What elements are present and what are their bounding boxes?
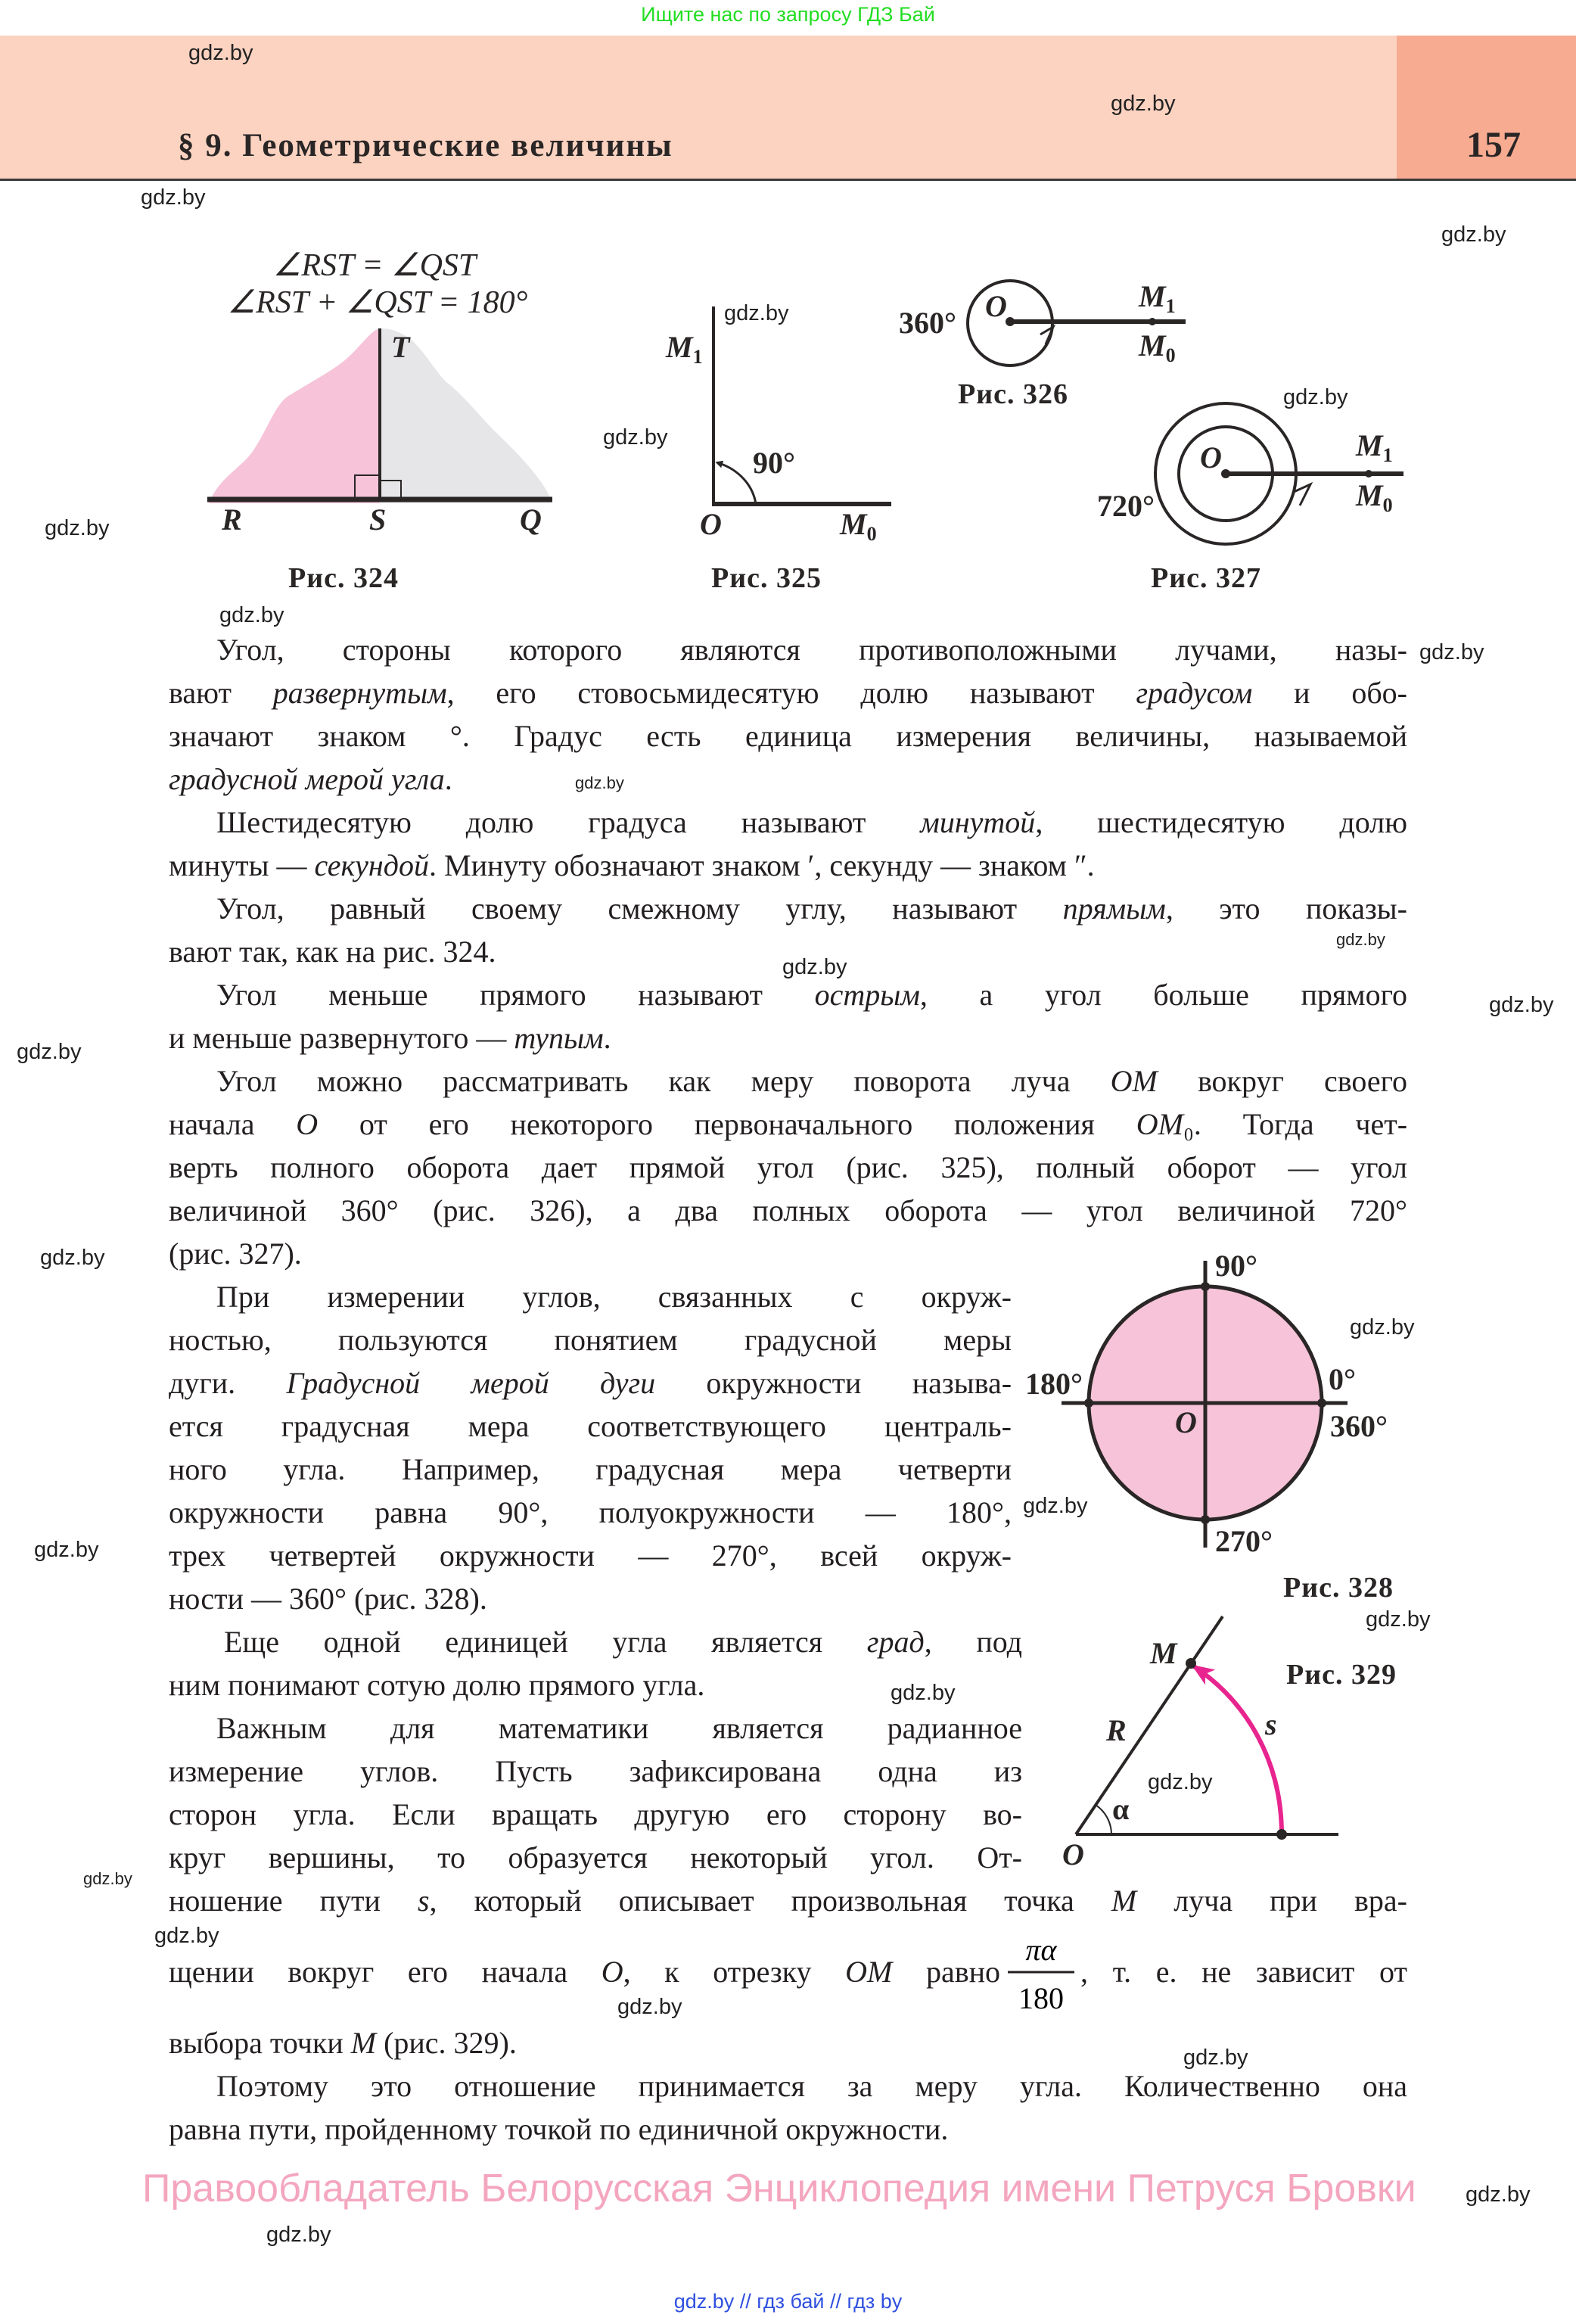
text-line [169, 847, 1407, 885]
figure-329 [1062, 1616, 1397, 1871]
italic-term: M [1111, 1884, 1137, 1918]
fraction-numerator: πα [1025, 1933, 1057, 1967]
text-run: . [603, 1021, 611, 1055]
text-run: луча при вра- [1136, 1884, 1407, 1918]
watermark: gdz.by [1350, 1315, 1415, 1339]
fig328-label-360: 360° [1330, 1409, 1388, 1443]
fig329-ray-OM [1076, 1616, 1223, 1834]
watermark: gdz.by [724, 301, 789, 325]
text-run: величиной 360° (рис. 326), а два полных оборота — угол величиной 720° [169, 1193, 1407, 1227]
text-line [169, 1953, 1000, 1991]
watermark: gdz.by [782, 955, 847, 979]
text-line [216, 1278, 1012, 1316]
fig324-equation-2: ∠RST + ∠QST = 180° [227, 285, 528, 320]
fig328-label-270: 270° [1215, 1524, 1273, 1558]
fig328-point-270 [1201, 1515, 1210, 1524]
italic-term: Градусной мерой дуги [286, 1366, 656, 1400]
text-run: Угол меньше прямого называют [216, 978, 815, 1012]
fig326-label-O: O [985, 289, 1007, 323]
fig328-caption: Рис. 328 [1283, 1572, 1394, 1604]
fig328-point-90 [1201, 1282, 1210, 1291]
section-title: § 9. Геометрические величины [178, 128, 673, 163]
fig329-point-M [1186, 1658, 1196, 1669]
watermark: gdz.by [891, 1681, 956, 1705]
fig328-point-180 [1084, 1398, 1093, 1408]
fig327-point-M [1365, 470, 1372, 478]
fig327-label-M1: $M_1$ [1356, 428, 1393, 466]
text-line [169, 933, 1407, 971]
fig327-arrow-icon [1294, 484, 1310, 506]
figure-325 [665, 306, 891, 594]
text-run: окружности равна 90°, полуокружности — 180°, [169, 1495, 1012, 1529]
text-line [169, 1666, 1022, 1704]
text-run: начала [169, 1107, 297, 1141]
watermark: gdz.by [154, 1924, 219, 1948]
text-run: измерение углов. Пусть зафиксирована одна из [169, 1754, 1022, 1788]
watermark: gdz.by [34, 1538, 99, 1562]
watermark: gdz.by [1148, 1770, 1213, 1794]
text-run: ностью, пользуются понятием градусной меры [169, 1323, 1012, 1357]
fig325-label-M0: $M_0$ [840, 507, 877, 545]
italic-term: OM [845, 1955, 893, 1989]
italic-term: развернутым [272, 676, 447, 710]
text-run: . [444, 762, 452, 796]
watermark: gdz.by [1336, 930, 1385, 949]
text-line [169, 1537, 1012, 1575]
text-line [169, 1192, 1407, 1230]
text-line [216, 804, 1407, 842]
watermark: gdz.by [83, 1869, 132, 1888]
fig327-label-O: O [1200, 440, 1222, 474]
fig329-label-alpha: α [1112, 1792, 1130, 1826]
italic-term: OM [1136, 1107, 1183, 1141]
text-line [216, 1062, 1407, 1100]
fig328-label-180: 180° [1025, 1367, 1083, 1401]
italic-term: OM [1110, 1064, 1158, 1098]
italic-term: M [350, 2026, 377, 2060]
fig324-label-R: R [222, 502, 242, 537]
text-run: равно [892, 1955, 1000, 1989]
text-run: (рис. 329). [376, 2026, 517, 2060]
watermark: gdz.by [1023, 1494, 1088, 1518]
search-hint-banner: Ищите нас по запросу ГДЗ Бай [641, 3, 935, 26]
text-line [169, 1796, 1022, 1834]
watermark: gdz.by [1183, 2046, 1248, 2070]
text-line [216, 890, 1407, 928]
text-run: вают [169, 676, 273, 710]
text-run: Важным для математики является радианное [216, 1711, 1022, 1745]
text-line [216, 1710, 1022, 1747]
text-run: Угол, стороны которого являются противоположными лучами, назы- [216, 633, 1407, 667]
fig329-label-R: R [1106, 1713, 1127, 1747]
italic-term: острым [814, 978, 920, 1012]
watermark: gdz.by [1466, 2182, 1531, 2207]
text-run: Еще одной единицей угла является [224, 1625, 867, 1659]
text-run: , который описывает произвольная точка [429, 1884, 1111, 1918]
watermark: gdz.by [1283, 385, 1348, 409]
fig325-label-O: O [700, 507, 722, 541]
text-run: , его стовосьмидесятую долю называют [446, 676, 1136, 710]
watermark: gdz.by [17, 1040, 82, 1064]
text-line [169, 1408, 1012, 1445]
text-run: , к отрезку [623, 1955, 846, 1989]
figure-328 [1025, 1249, 1394, 1604]
fig329-arc-start-point [1276, 1829, 1287, 1840]
text-line [169, 1019, 1407, 1057]
text-run: , это показы- [1165, 891, 1407, 926]
fig324-label-T: T [391, 330, 410, 364]
text-run: ₀. Тогда чет- [1183, 1107, 1408, 1141]
text-line [169, 2111, 1407, 2148]
text-run: , шестидесятую долю [1035, 805, 1408, 839]
watermark: gdz.by [266, 2223, 331, 2247]
text-run: Шестидесятую долю градуса называют [216, 805, 921, 839]
text-run: значают знаком °. Градус есть единица измерения величины, называемой [169, 719, 1407, 753]
text-line [224, 1623, 1022, 1661]
text-line [169, 1149, 1407, 1187]
text-line [169, 1106, 1407, 1143]
bottom-links: gdz.by // гдз бай // гдз by [673, 2290, 903, 2313]
text-run: , а угол больше прямого [919, 978, 1407, 1012]
italic-term: градусной мерой угла [169, 762, 445, 796]
watermark: gdz.by [1366, 1607, 1431, 1632]
text-run: дуги. [169, 1366, 287, 1400]
text-run: от его некоторого первоначального положения [318, 1107, 1136, 1141]
text-run: ношение пути [169, 1884, 418, 1918]
fig325-angle-label: 90° [753, 446, 795, 480]
text-line [169, 761, 1407, 798]
fig326-caption: Рис. 326 [958, 378, 1068, 410]
text-run: верть полного оборота дает прямой угол (рис. 325), полный оборот — угол [169, 1150, 1407, 1184]
text-run: При измерении углов, связанных с окруж- [216, 1280, 1012, 1314]
text-line [1080, 1953, 1407, 1991]
fig325-caption: Рис. 325 [711, 562, 822, 594]
fig329-caption: Рис. 329 [1286, 1659, 1397, 1691]
text-line [169, 1451, 1012, 1489]
text-run: Поэтому это отношение принимается за меру угла. Количественно она [216, 2069, 1407, 2103]
fig324-caption: Рис. 324 [288, 562, 399, 594]
fig326-label-M0: $M_0$ [1139, 328, 1176, 366]
text-run: и обо- [1252, 676, 1407, 710]
text-run: вают так, как на рис. 324. [169, 935, 496, 969]
text-run: Угол, равный своему смежному углу, называют [216, 891, 1063, 926]
fig329-arc-s [1194, 1666, 1282, 1834]
watermark: gdz.by [141, 185, 206, 210]
text-run: минуты — [169, 848, 315, 882]
text-run: и меньше развернутого — [169, 1021, 514, 1055]
text-run: . Минуту обозначают знаком ′, секунду — знаком ″. [429, 848, 1095, 882]
text-run: трех четвертей окружности — 270°, всей окруж- [169, 1538, 1012, 1573]
fig325-label-M1: $M_1$ [666, 330, 703, 368]
text-line [169, 1882, 1407, 1920]
italic-term: минутой [920, 805, 1036, 839]
watermark: gdz.by [188, 41, 253, 65]
text-line [169, 2024, 1407, 2062]
text-line [216, 2067, 1407, 2105]
text-line [169, 1494, 1012, 1532]
watermark: gdz.by [45, 516, 110, 540]
watermark: gdz.by [40, 1246, 105, 1270]
text-run: ется градусная мера соответствующего централь- [169, 1409, 1012, 1443]
fraction-pi-alpha-over-180 [1008, 1933, 1074, 2015]
page-number: 157 [1466, 125, 1521, 165]
watermark: gdz.by [617, 1995, 682, 2019]
fig326-point-M [1149, 318, 1156, 325]
text-run: равна пути, пройденному точкой по единичной окружности. [169, 2112, 949, 2146]
watermark: gdz.by [1489, 993, 1554, 1017]
fig329-label-M: M [1150, 1636, 1177, 1670]
text-run: круг вершины, то образуется некоторый угол. От- [169, 1840, 1022, 1874]
fig329-angle-arc [1096, 1805, 1111, 1834]
text-line [169, 1321, 1012, 1359]
text-line [169, 1364, 1012, 1402]
text-line [169, 717, 1407, 755]
copyright-footer: Правообладатель Белорусская Энциклопедия имени Петруся Бровки [142, 2167, 1416, 2210]
fig326-label-M1: $M_1$ [1139, 279, 1176, 317]
text-run: щении вокруг его начала [169, 1955, 601, 1989]
fig327-angle-label: 720° [1097, 489, 1155, 523]
figure-327 [1097, 403, 1403, 594]
fig324-equation-1: ∠RST = ∠QST [272, 248, 477, 283]
italic-term: O [601, 1955, 623, 1989]
fig327-label-M0: $M_0$ [1356, 478, 1393, 516]
fig324-label-S: S [369, 502, 387, 537]
text-line [216, 631, 1407, 669]
text-run: (рис. 327). [169, 1237, 302, 1271]
fig327-point-O [1221, 469, 1230, 478]
figure-324 [207, 248, 552, 594]
fig328-point-0 [1317, 1398, 1326, 1408]
figure-326 [899, 279, 1186, 410]
text-run: , под [924, 1625, 1022, 1659]
fig329-label-s: s [1265, 1707, 1277, 1741]
fraction-denominator: 180 [1018, 1981, 1064, 2015]
fig329-label-O: O [1062, 1837, 1084, 1871]
watermark: gdz.by [1441, 222, 1506, 247]
watermark: gdz.by [1111, 92, 1176, 116]
fig328-label-0: 0° [1329, 1362, 1356, 1396]
italic-term: прямым [1062, 891, 1166, 926]
text-run: окружности называ- [655, 1366, 1012, 1400]
text-run: ности — 360° (рис. 328). [169, 1582, 487, 1616]
text-run: вокруг своего [1157, 1064, 1407, 1098]
italic-term: O [296, 1107, 319, 1141]
fig325-rotation-arc [719, 463, 756, 504]
fig328-label-90: 90° [1215, 1249, 1257, 1283]
watermark: gdz.by [575, 773, 624, 792]
text-line [216, 976, 1407, 1014]
italic-term: секундой [314, 848, 430, 882]
watermark: gdz.by [1419, 640, 1484, 664]
text-line [169, 1580, 1012, 1618]
text-run: ного угла. Например, градусная мера четверти [169, 1452, 1012, 1486]
fig324-label-Q: Q [520, 502, 542, 537]
text-run: , т. е. не зависит от [1080, 1955, 1407, 1989]
text-line [169, 1839, 1022, 1877]
text-line [169, 674, 1407, 712]
fig328-label-O: O [1175, 1405, 1197, 1439]
watermark: gdz.by [603, 425, 668, 450]
italic-term: град [866, 1625, 925, 1659]
text-line [169, 1235, 1407, 1273]
text-line [169, 1753, 1022, 1790]
italic-term: тупым [514, 1021, 604, 1055]
italic-term: s [417, 1884, 430, 1918]
text-run: сторон угла. Если вращать другую его сторону во- [169, 1797, 1022, 1831]
italic-term: градусом [1136, 676, 1253, 710]
text-run: выбора точки [169, 2026, 351, 2060]
text-run: Угол можно рассматривать как меру поворота луча [216, 1064, 1111, 1098]
watermark: gdz.by [219, 603, 284, 627]
text-run: ним понимают сотую долю прямого угла. [169, 1668, 705, 1702]
fig326-angle-label: 360° [899, 306, 956, 340]
fig327-caption: Рис. 327 [1151, 562, 1261, 594]
